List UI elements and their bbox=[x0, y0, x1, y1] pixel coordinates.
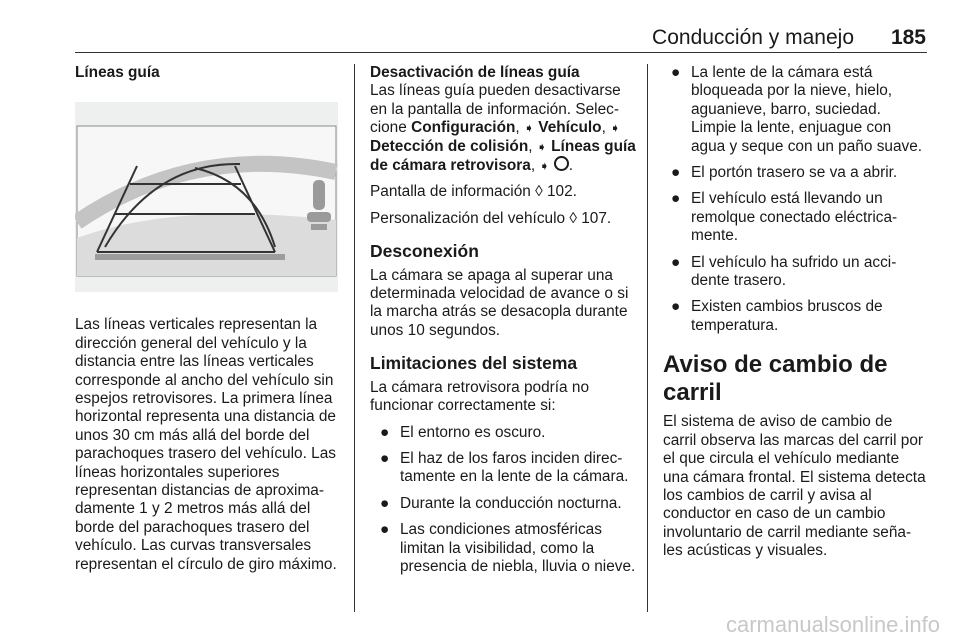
list-item-text: La lente de la cámara está bloqueada por la nieve, hielo, aguanieve, barro, suciedad. Limpie la lente, enjuague con agua y seque con un paño suave. bbox=[691, 64, 923, 155]
limitations-heading: Limitaciones del sistema bbox=[370, 353, 578, 374]
list-item bbox=[370, 495, 638, 513]
bullet-icon: ● bbox=[671, 298, 681, 316]
column-2 bbox=[370, 64, 638, 584]
page-number: 185 bbox=[890, 26, 926, 49]
separator-comma: , bbox=[515, 119, 524, 137]
list-item bbox=[663, 190, 928, 245]
rear-camera-illustration bbox=[75, 102, 338, 292]
list-item-text: Existen cambios bruscos de temperatura. bbox=[691, 298, 883, 334]
ref-vehicle-personalization: Personalización del vehículo ◊ 107. bbox=[370, 209, 612, 227]
watermark: carmanualsonline.info bbox=[725, 612, 940, 637]
page-header bbox=[0, 0, 960, 62]
bullet-icon: ● bbox=[380, 423, 390, 441]
bullet-icon: ● bbox=[380, 449, 390, 467]
limitations-text: La cámara retrovisora podría no funcionar correctamente si: bbox=[370, 378, 590, 415]
column-divider-2 bbox=[647, 64, 648, 612]
list-item bbox=[663, 164, 928, 182]
list-item-text: El vehículo ha sufrido un acci‐dente trasero. bbox=[691, 253, 897, 290]
list-item-text: El portón trasero se va a abrir. bbox=[691, 164, 898, 182]
list-item bbox=[370, 424, 638, 442]
separator-comma: , bbox=[601, 119, 611, 137]
disconnection-text: La cámara se apaga al superar una determinada velocidad de avance o si la marcha atrás se desacopla durante unos 10 segundos. bbox=[370, 266, 629, 339]
lane-departure-text: El sistema de aviso de cambio de carril observa las marcas del carril por el que circula el vehículo mediante una cámara frontal. El sistema detecta los cambios de carril y avisa al conductor en caso de un cambio involuntario de carril mediante seña‐les acústicas y visuales. bbox=[663, 413, 926, 560]
lane-departure-heading: Aviso de cambio de carril bbox=[663, 351, 888, 407]
limitations-list bbox=[370, 424, 638, 577]
list-item bbox=[663, 64, 928, 156]
bullet-icon: ● bbox=[671, 190, 681, 208]
bullet-icon: ● bbox=[380, 521, 390, 539]
list-item-text: El haz de los faros inciden direc‐tamente en la lente de la cámara. bbox=[400, 449, 629, 486]
menu-deteccion-colision: Detección de colisión bbox=[370, 137, 529, 155]
separator-comma: , bbox=[528, 137, 537, 155]
arrow-icon: ➧ bbox=[610, 121, 621, 136]
guide-lines-description: Las líneas verticales representan la dirección general del vehículo y la distancia entre las líneas verticales corresponde al ancho del vehículo sin espejos retrovisores. La primera línea horizontal representa una distancia de unos 30 cm más allá del borde del parachoques trasero del vehículo. Las líneas horizontales superiores representan distancias de aproxima‐damente 1 y 2 metros más allá del borde del parachoques trasero del vehículo. Las curvas transversales representan el círculo de giro máximo. bbox=[75, 316, 337, 573]
arrow-icon: ➧ bbox=[536, 139, 547, 154]
list-item-text: El entorno es oscuro. bbox=[400, 423, 546, 441]
header-rule bbox=[75, 52, 927, 53]
list-item bbox=[663, 298, 928, 335]
menu-vehiculo: Vehículo bbox=[538, 119, 602, 137]
bullet-icon: ● bbox=[671, 253, 681, 271]
disconnection-heading: Desconexión bbox=[370, 241, 479, 262]
column-divider-1 bbox=[354, 64, 355, 612]
deactivation-heading: Desactivación de líneas guía bbox=[370, 64, 580, 81]
arrow-icon: ➧ bbox=[539, 159, 550, 174]
bullet-icon: ● bbox=[380, 494, 390, 512]
guide-lines-heading: Líneas guía bbox=[75, 64, 160, 81]
chapter-title: Conducción y manejo bbox=[652, 26, 854, 49]
menu-lineas-guia: Líneas guía de cámara retrovisora bbox=[370, 137, 636, 175]
list-item-text: Las condiciones atmosféricas limitan la visibilidad, como la presencia de niebla, lluvia o nieve. bbox=[400, 521, 636, 575]
arrow-icon: ➧ bbox=[523, 121, 535, 136]
separator-comma: , bbox=[530, 157, 540, 175]
toggle-off-icon bbox=[554, 156, 569, 171]
column-3 bbox=[663, 64, 928, 561]
limitations-list-continued bbox=[663, 64, 928, 335]
list-item bbox=[663, 254, 928, 291]
list-item-text: El vehículo está llevando un remolque conectado eléctrica‐mente. bbox=[691, 190, 898, 245]
list-item-text: Durante la conducción nocturna. bbox=[400, 494, 622, 512]
list-item bbox=[370, 450, 638, 487]
period: . bbox=[568, 157, 574, 175]
bullet-icon: ● bbox=[671, 64, 681, 81]
bullet-icon: ● bbox=[671, 164, 681, 182]
list-item bbox=[370, 521, 638, 576]
deactivation-intro: Las líneas guía pueden desactivarse en la pantalla de información. Selec‐cione bbox=[370, 82, 621, 137]
deactivation-text bbox=[370, 82, 638, 175]
column-1 bbox=[75, 64, 345, 574]
menu-configuracion: Configuración bbox=[411, 119, 516, 137]
ref-info-display: Pantalla de información ◊ 102. bbox=[370, 183, 577, 201]
rear-camera-figure bbox=[75, 102, 338, 292]
